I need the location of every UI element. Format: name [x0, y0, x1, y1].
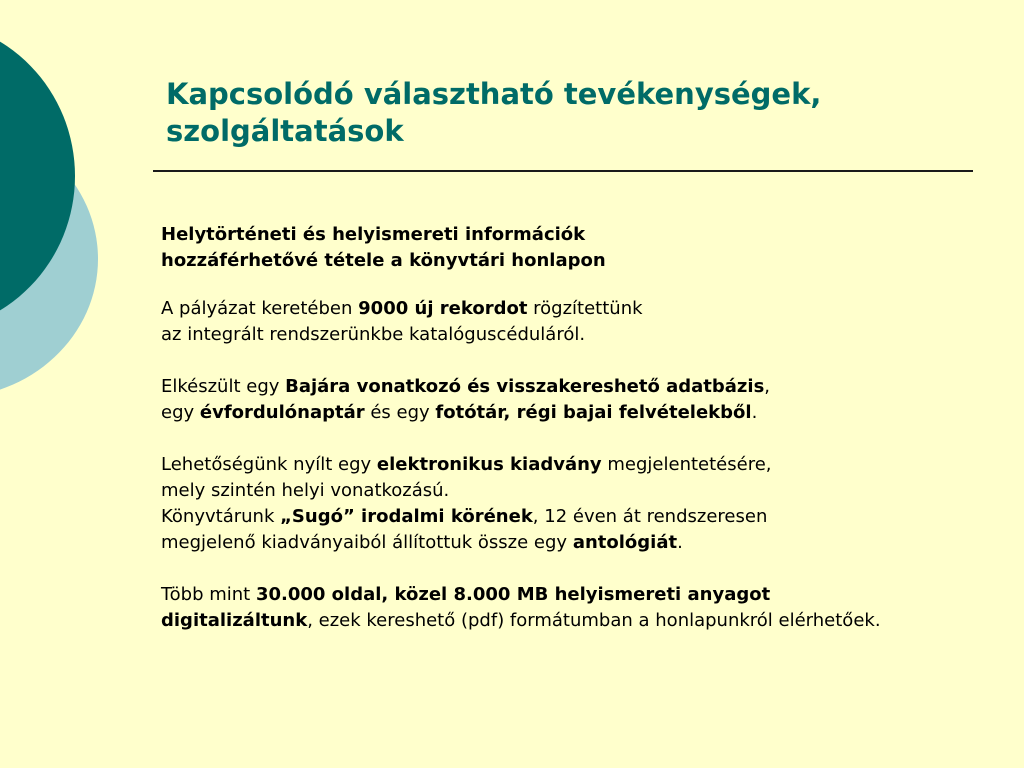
highlight-text: Bajára vonatkozó és visszakereshető adatbázis	[285, 376, 765, 397]
text: Elkészült egy	[161, 376, 286, 397]
subheading	[161, 222, 1011, 274]
text: ,	[764, 376, 771, 397]
text: mely szintén helyi vonatkozású.	[161, 480, 450, 501]
text: egy	[161, 402, 200, 423]
paragraph-records	[161, 296, 1011, 348]
text: .	[751, 402, 758, 423]
paragraph-publication	[161, 452, 1011, 556]
text: , 12 éven át rendszeresen	[532, 506, 768, 527]
paragraph-database	[161, 374, 1011, 426]
text: Több mint	[161, 584, 256, 605]
text: megjelentetésére,	[601, 454, 772, 475]
highlight-text: 9000 új rekordot	[358, 298, 528, 319]
text: rögzítettünk	[527, 298, 643, 319]
title-line-1: Kapcsolódó választható tevékenységek,	[166, 77, 822, 111]
title-line-2: szolgáltatások	[166, 114, 404, 148]
text: és egy	[364, 402, 436, 423]
subheading-line-1: Helytörténeti és helyismereti információk	[161, 224, 586, 245]
paragraph-digitization	[161, 582, 1011, 634]
text: Könyvtárunk	[161, 506, 281, 527]
subheading-line-2: hozzáférhetővé tétele a könyvtári honlapon	[161, 250, 606, 271]
highlight-text: fotótár, régi bajai felvételekből	[435, 402, 752, 423]
highlight-text: „Sugó” irodalmi körének	[280, 506, 533, 527]
highlight-text: 30.000 oldal, közel 8.000 MB helyismereti anyagot	[255, 584, 771, 605]
text: .	[677, 532, 683, 553]
highlight-text: digitalizáltunk	[161, 610, 308, 631]
text: Lehetőségünk nyílt egy	[161, 454, 377, 475]
highlight-text: antológiát	[572, 532, 678, 553]
text: az integrált rendszerünkbe katalóguscéduláról.	[161, 324, 586, 345]
slide-body	[161, 222, 1011, 634]
highlight-text: elektronikus kiadvány	[376, 454, 602, 475]
highlight-text: évfordulónaptár	[199, 402, 365, 423]
text: , ezek kereshető (pdf) formátumban a honlapunkról elérhetőek.	[307, 610, 881, 631]
text: A pályázat keretében	[161, 298, 359, 319]
title-divider	[153, 170, 973, 172]
slide-title	[166, 76, 986, 150]
text: megjelenő kiadványaiból állítottuk össze egy	[161, 532, 573, 553]
